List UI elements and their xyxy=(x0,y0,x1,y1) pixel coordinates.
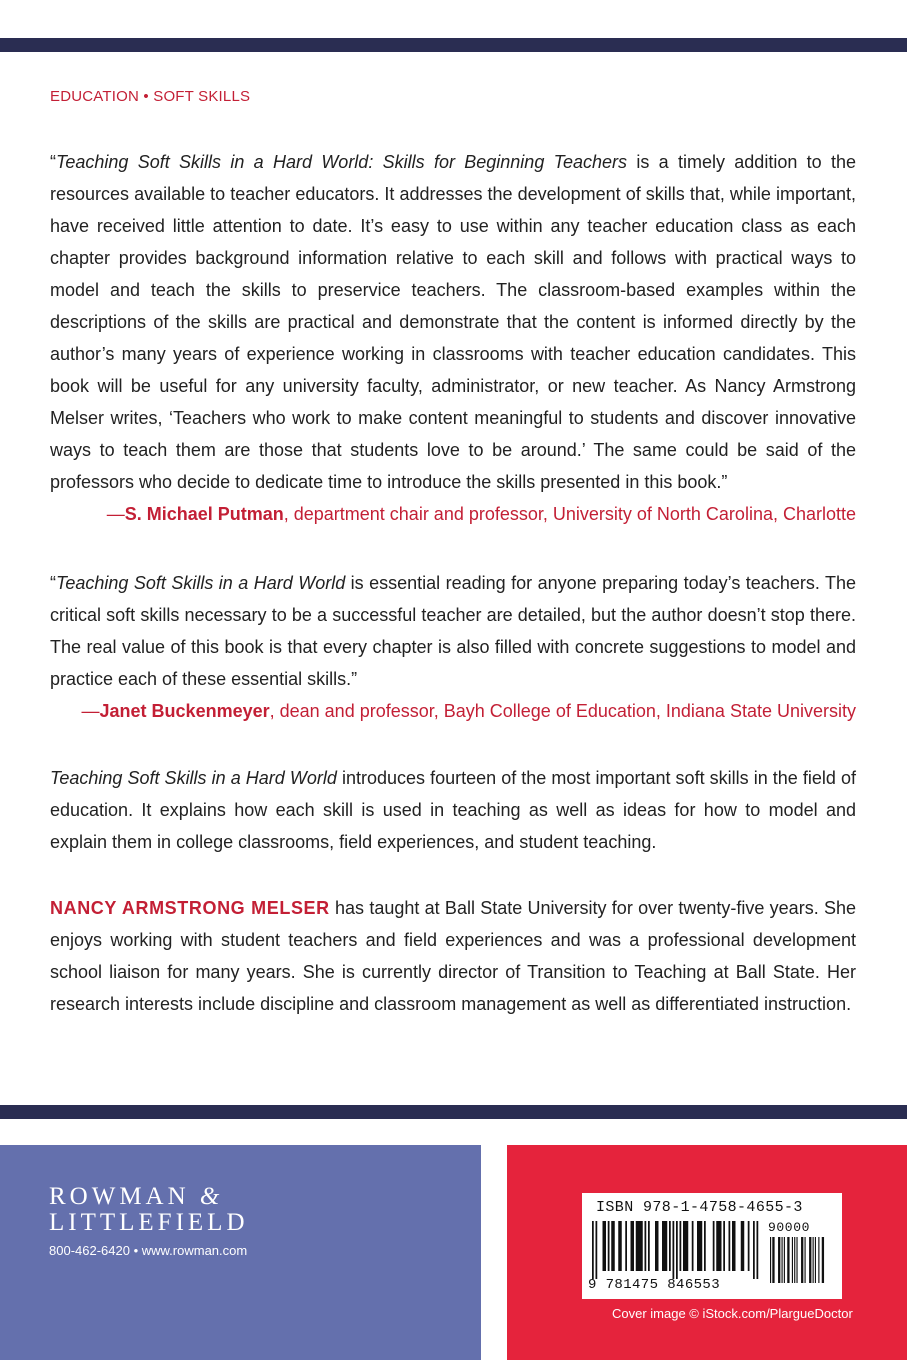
quote-1-author-role: , department chair and professor, University of North Carolina, Charlotte xyxy=(283,504,856,524)
quote-2-attribution: —Janet Buckenmeyer, dean and professor, Bayh College of Education, Indiana State University xyxy=(81,701,856,721)
barcode-bar xyxy=(815,1237,816,1283)
barcode-bar xyxy=(683,1221,688,1271)
ean-digits: 9 781475 846553 xyxy=(588,1277,721,1293)
barcode-bar xyxy=(813,1237,814,1283)
publisher-logo xyxy=(49,1184,249,1236)
quote-2-text: “Teaching Soft Skills in a Hard World is essential reading for anyone preparing today’s teachers. The critical soft skills necessary to be a successful teacher are detailed, but the author doesn’t stop there. The real value of this book is that every chapter is also filled with concrete suggestions to model and practice each of these essential skills.” xyxy=(50,573,856,689)
barcode-bar xyxy=(662,1221,667,1271)
category-label xyxy=(50,88,250,105)
bottom-navy-rule xyxy=(0,1105,907,1119)
barcode-bar xyxy=(611,1221,615,1271)
barcode-bar xyxy=(608,1221,610,1271)
barcode-bar xyxy=(818,1237,819,1283)
barcode-bar xyxy=(697,1221,702,1271)
barcode-bar xyxy=(704,1221,706,1271)
barcode-bar xyxy=(801,1237,803,1283)
price-code: 90000 xyxy=(768,1220,811,1235)
barcode-bar xyxy=(631,1221,635,1271)
barcode-bar xyxy=(741,1221,745,1271)
barcode-bar xyxy=(648,1221,650,1271)
barcode-bar xyxy=(822,1237,824,1283)
barcode-bar xyxy=(618,1221,622,1271)
endorsement-quote-1 xyxy=(50,146,856,530)
barcode-bar xyxy=(673,1221,675,1279)
barcode-bar xyxy=(778,1237,780,1283)
barcode-bar xyxy=(805,1237,806,1283)
quote-1-text: “Teaching Soft Skills in a Hard World: Skills for Beginning Teachers is a timely addition to the resources available to teacher educators. It addresses the development of skills that, while important, have received little attention to date. It’s easy to use within any teacher education class as each chapter provides background information relative to each skill and follows with practical ways to model and teach the skills to preservice teachers. The classroom-based examples within the descriptions of the skills are practical and demonstrate that the content is informed directly by the author’s many years of experience working in classrooms with teacher education candidates. This book will be useful for any university faculty, administrator, or new teacher. As Nancy Armstrong Melser writes, ‘Teachers who work to make content meaningful to students and discover innovative ways to teach them are those that students love to be around.’ The same could be said of the professors who decide to dedicate time to introduce the skills presented in this book.” xyxy=(50,152,856,492)
barcode-bar xyxy=(753,1221,755,1279)
quote-2-author: Janet Buckenmeyer xyxy=(99,701,270,721)
quote-2-book-title: Teaching Soft Skills in a Hard World xyxy=(56,573,346,593)
author-bio: NANCY ARMSTRONG MELSER has taught at Ball State University for over twenty-five years. She enjoys working with student teachers and field experiences and was a professional development school liaison for many years. She is currently director of Transition to Teaching at Ball State. Her research interests include discipline and classroom management as well as differentiated instruction. xyxy=(50,898,856,1014)
barcode-bar xyxy=(692,1221,694,1271)
barcode-bar xyxy=(603,1221,607,1271)
barcode-bar xyxy=(809,1237,811,1283)
top-navy-rule xyxy=(0,38,907,52)
category-education: EDUCATION xyxy=(50,88,140,105)
ean-barcode-bars xyxy=(590,1221,760,1279)
barcode-bar xyxy=(680,1221,682,1271)
quote-1-author: S. Michael Putman xyxy=(124,504,284,524)
publisher-contact: 800-462-6420 • www.rowman.com xyxy=(49,1243,248,1258)
addon-barcode-bars xyxy=(768,1237,830,1291)
barcode-bar xyxy=(757,1221,759,1279)
category-soft-skills: SOFT SKILLS xyxy=(153,88,251,105)
barcode-bar xyxy=(792,1237,793,1283)
author-name: NANCY ARMSTRONG MELSER xyxy=(50,898,330,918)
endorsement-quote-2 xyxy=(50,567,856,727)
publisher-line-1: ROWMAN xyxy=(49,1183,190,1210)
barcode-bar xyxy=(676,1221,678,1279)
quote-1-book-title: Teaching Soft Skills in a Hard World: Skills for Beginning Teachers xyxy=(56,152,628,172)
barcode-bar xyxy=(796,1237,797,1283)
barcode-bar xyxy=(784,1237,785,1283)
barcode-bar xyxy=(723,1221,725,1271)
isbn-number: ISBN 978-1-4758-4655-3 xyxy=(596,1199,803,1216)
barcode-bar xyxy=(645,1221,647,1271)
quote-1-attribution: —S. Michael Putman, department chair and professor, University of North Carolina, Charlotte xyxy=(106,504,856,524)
barcode-bar xyxy=(748,1221,750,1271)
barcode-bar xyxy=(787,1237,789,1283)
book-summary: Teaching Soft Skills in a Hard World introduces fourteen of the most important soft skills in the field of education. It explains how each skill is used in teaching as well as ideas for how to model and explain them in college classrooms, field experiences, and student teaching. xyxy=(50,768,856,852)
barcode-bar xyxy=(729,1221,731,1271)
barcode-bar xyxy=(713,1221,715,1271)
barcode-bar xyxy=(716,1221,721,1271)
barcode-bar xyxy=(772,1237,774,1283)
isbn-barcode xyxy=(582,1193,842,1299)
barcode-bar xyxy=(770,1237,771,1283)
quote-2-author-role: , dean and professor, Bayh College of Education, Indiana State University xyxy=(269,701,856,721)
publisher-line-2: LITTLEFIELD xyxy=(49,1209,249,1236)
barcode-bar xyxy=(732,1221,736,1271)
summary-book-title: Teaching Soft Skills in a Hard World xyxy=(50,768,337,788)
barcode-bar xyxy=(782,1237,783,1283)
category-bullet: • xyxy=(143,88,149,105)
barcode-bar xyxy=(669,1221,671,1271)
barcode-bar xyxy=(655,1221,659,1271)
barcode-bar xyxy=(794,1237,795,1283)
cover-image-credit: Cover image © iStock.com/PlargueDoctor xyxy=(612,1306,853,1321)
barcode-bar xyxy=(625,1221,627,1271)
barcode-bar xyxy=(596,1221,598,1279)
publisher-ampersand: & xyxy=(199,1183,220,1210)
barcode-bar xyxy=(636,1221,643,1271)
barcode-bar xyxy=(592,1221,594,1279)
